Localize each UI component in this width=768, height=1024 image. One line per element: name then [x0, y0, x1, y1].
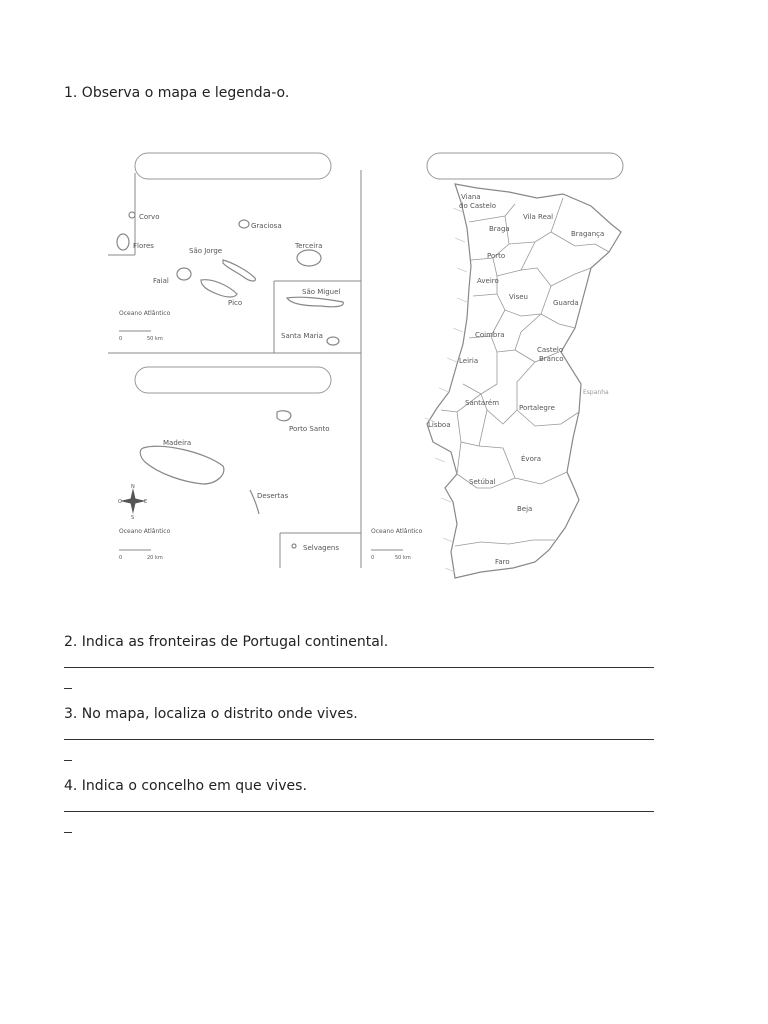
pico-label: Pico — [228, 299, 243, 307]
azores-scale-zero: 0 — [119, 336, 123, 342]
compass-s: S — [131, 515, 135, 521]
sao-miguel-label: São Miguel — [302, 288, 341, 296]
answer-line-2-end — [64, 688, 72, 689]
santarem-label: Santarém — [465, 399, 500, 407]
compass-rose-icon — [118, 484, 147, 521]
madeira-scale-zero: 0 — [119, 555, 123, 561]
madeira-ocean-label: Oceano Atlântico — [119, 528, 171, 535]
viana-label-1: Viana — [461, 193, 481, 201]
mainland-ocean-label: Oceano Atlântico — [371, 528, 423, 535]
madeira-scale-value: 20 km — [147, 555, 163, 561]
mainland-title-box[interactable] — [427, 153, 623, 179]
viseu-label: Viseu — [509, 293, 528, 301]
azores-scale-value: 50 km — [147, 336, 163, 342]
porto-santo-island — [277, 411, 291, 421]
compass-e: E — [144, 499, 148, 505]
azores-title-box[interactable] — [135, 153, 331, 179]
portugal-map — [105, 148, 630, 590]
answer-line-3-end — [64, 760, 72, 761]
answer-line-4[interactable] — [64, 811, 654, 812]
sao-jorge-island — [223, 260, 255, 281]
madeira-island — [140, 446, 224, 484]
graciosa-island — [239, 220, 249, 228]
coimbra-label: Coimbra — [475, 331, 505, 339]
mainland-scale-zero: 0 — [371, 555, 375, 561]
setubal-label: Setúbal — [469, 478, 496, 486]
castelo-branco-label-2: Branco — [539, 355, 564, 363]
sao-miguel-island — [287, 297, 343, 307]
aveiro-label: Aveiro — [477, 277, 499, 285]
porto-santo-label: Porto Santo — [289, 425, 330, 433]
evora-label: Évora — [521, 455, 542, 463]
compass-n: N — [131, 484, 135, 490]
espanha-label: Espanha — [583, 389, 609, 396]
leiria-label: Leiria — [459, 357, 479, 365]
terceira-island — [297, 250, 321, 266]
desertas-label: Desertas — [257, 492, 289, 500]
beja-label: Beja — [517, 505, 533, 513]
terceira-label: Terceira — [295, 242, 323, 250]
question-1: 1. Observa o mapa e legenda-o. — [64, 85, 290, 101]
portalegre-label: Portalegre — [519, 404, 555, 412]
corvo-label: Corvo — [139, 213, 160, 221]
braganca-label: Bragança — [571, 230, 605, 238]
question-4: 4. Indica o concelho em que vives. — [64, 778, 307, 794]
question-2: 2. Indica as fronteiras de Portugal continental. — [64, 634, 389, 650]
castelo-branco-label-1: Castelo — [537, 346, 564, 354]
faro-label: Faro — [495, 558, 510, 566]
answer-line-4-end — [64, 832, 72, 833]
graciosa-label: Graciosa — [251, 222, 282, 230]
answer-line-3[interactable] — [64, 739, 654, 740]
santa-maria-island — [327, 337, 339, 345]
flores-island — [117, 234, 129, 250]
selvagens-island — [292, 544, 296, 548]
sao-jorge-label: São Jorge — [189, 247, 223, 255]
selvagens-label: Selvagens — [303, 544, 339, 552]
corvo-island — [129, 212, 135, 218]
azores-ocean-label: Oceano Atlântico — [119, 310, 171, 317]
flores-label: Flores — [133, 242, 154, 250]
braga-label: Braga — [489, 225, 510, 233]
santa-maria-label: Santa Maria — [281, 332, 323, 340]
pico-island — [201, 280, 237, 297]
answer-line-2[interactable] — [64, 667, 654, 668]
mainland-scale-value: 50 km — [395, 555, 411, 561]
viana-label-2: do Castelo — [459, 202, 497, 210]
compass-o: O — [118, 499, 122, 505]
question-3: 3. No mapa, localiza o distrito onde vives. — [64, 706, 358, 722]
faial-label: Faial — [153, 277, 169, 285]
madeira-title-box[interactable] — [135, 367, 331, 393]
lisboa-label: Lisboa — [428, 421, 451, 429]
guarda-label: Guarda — [553, 299, 579, 307]
madeira-label: Madeira — [163, 439, 192, 447]
faial-island — [177, 268, 191, 280]
vila-real-label: Vila Real — [523, 213, 554, 221]
porto-label: Porto — [487, 252, 506, 260]
